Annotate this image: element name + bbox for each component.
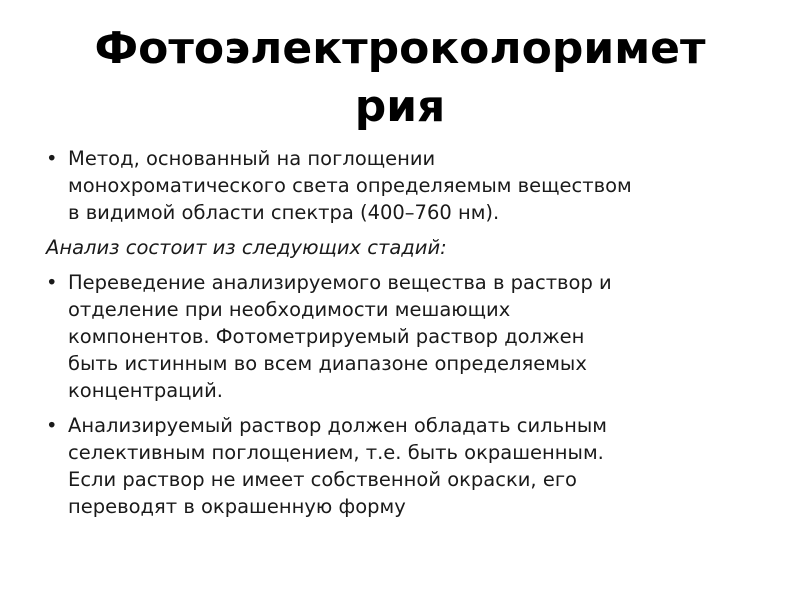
- list-item-line: Переведение анализируемого вещества в раствор и: [68, 271, 612, 294]
- list-item-line: быть истинным во всем диапазоне определяемых: [68, 352, 587, 375]
- list-item-line: монохроматического света определяемым веществом: [68, 174, 632, 197]
- list-item-line: концентраций.: [68, 379, 223, 402]
- list-item-dissolution: [46, 269, 746, 404]
- list-item-line: компонентов. Фотометрируемый раствор должен: [68, 325, 585, 348]
- bullet-dot-icon: •: [46, 147, 58, 170]
- list-item-line: Анализируемый раствор должен обладать сильным: [68, 414, 607, 437]
- slide-title-line-2: рия: [354, 81, 446, 132]
- bullet-dot-icon: •: [46, 271, 58, 294]
- list-item-line: в видимой области спектра (400–760 нм).: [68, 201, 500, 224]
- list-item-method: [46, 145, 746, 226]
- list-item-coloring: [46, 412, 746, 520]
- list-item-line: переводят в окрашенную форму: [68, 495, 406, 518]
- bullet-dot-icon: •: [46, 414, 58, 437]
- slide-body: [46, 145, 746, 528]
- list-item-line: Если раствор не имеет собственной окраски, его: [68, 468, 577, 491]
- list-item-line: селективным поглощением, т.е. быть окрашенным.: [68, 441, 604, 464]
- slide-title: [40, 20, 760, 136]
- slide-title-line-1: Фотоэлектроколоримет: [94, 23, 706, 74]
- stages-heading: [46, 234, 746, 261]
- list-item-line: отделение при необходимости мешающих: [68, 298, 511, 321]
- list-item-line: Метод, основанный на поглощении: [68, 147, 436, 170]
- stages-heading-text: Анализ состоит из следующих стадий:: [46, 236, 447, 259]
